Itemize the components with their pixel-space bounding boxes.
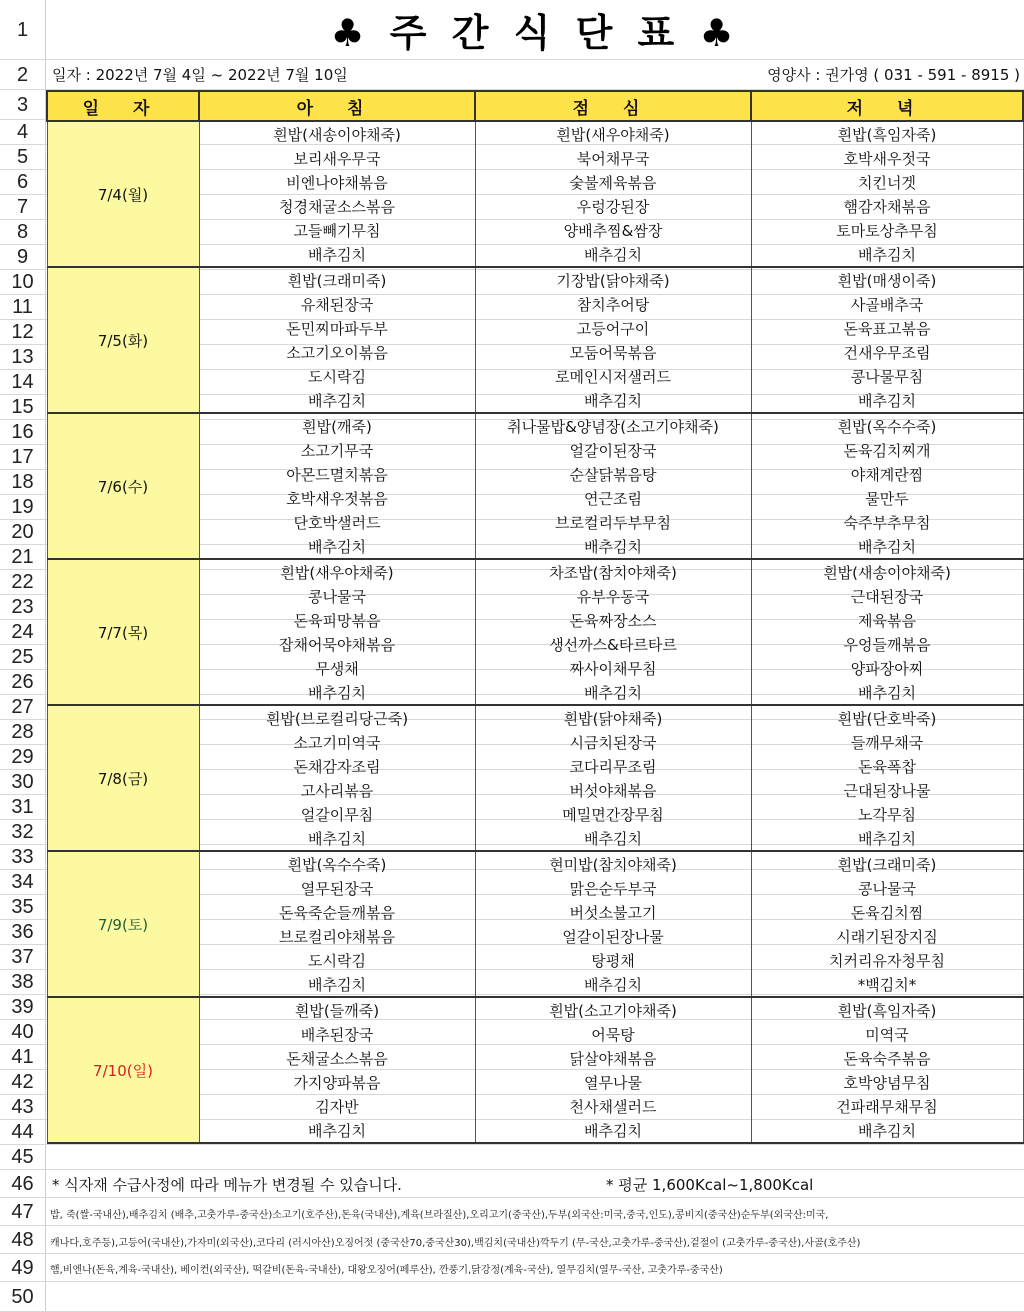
- row-number: 1: [0, 0, 46, 60]
- lunch-item: 현미밥(참치야채죽): [475, 851, 751, 876]
- dinner-item: 콩나물국: [751, 876, 1023, 900]
- row-number: 31: [0, 795, 46, 820]
- dinner-item: 시래기된장지짐: [751, 924, 1023, 948]
- dinner-item: 흰밥(크래미죽): [751, 851, 1023, 876]
- lunch-item: 흰밥(새우야채죽): [475, 121, 751, 146]
- lunch-item: 버섯야채볶음: [475, 778, 751, 802]
- dinner-item: 돈육김치찌개: [751, 438, 1023, 462]
- dinner-item: 배추김치: [751, 680, 1023, 705]
- lunch-item: 배추김치: [475, 972, 751, 997]
- breakfast-item: 가지양파볶음: [199, 1070, 475, 1094]
- dinner-item: 미역국: [751, 1022, 1023, 1046]
- dinner-item: 흰밥(옥수수죽): [751, 413, 1023, 438]
- row-number: 11: [0, 295, 46, 320]
- menu-row: [47, 997, 1023, 1022]
- breakfast-item: 배추김치: [199, 388, 475, 413]
- row-number: 36: [0, 920, 46, 945]
- row-number: 18: [0, 470, 46, 495]
- menu-notice: * 식자재 수급사정에 따라 메뉴가 변경될 수 있습니다.: [52, 1176, 402, 1194]
- lunch-item: 얼갈이된장나물: [475, 924, 751, 948]
- row-number: 48: [0, 1226, 46, 1254]
- breakfast-item: 흰밥(크래미죽): [199, 267, 475, 292]
- row-number: 28: [0, 720, 46, 745]
- lunch-item: 배추김치: [475, 826, 751, 851]
- dinner-item: *백김치*: [751, 972, 1023, 997]
- breakfast-item: 유채된장국: [199, 292, 475, 316]
- dinner-item: 배추김치: [751, 826, 1023, 851]
- dinner-item: 제육볶음: [751, 608, 1023, 632]
- period-text: 일자 : 2022년 7월 4일 ~ 2022년 7월 10일: [52, 66, 348, 84]
- lunch-item: 양배추찜&쌈장: [475, 218, 751, 242]
- day-date-cell: 7/9(토): [47, 851, 199, 997]
- dinner-item: 치킨너겟: [751, 170, 1023, 194]
- lunch-item: 배추김치: [475, 388, 751, 413]
- lunch-item: 짜사이채무침: [475, 656, 751, 680]
- dinner-item: 햄감자채볶음: [751, 194, 1023, 218]
- row-number: 47: [0, 1198, 46, 1226]
- breakfast-item: 호박새우젓볶음: [199, 486, 475, 510]
- lunch-item: 모둠어묵볶음: [475, 340, 751, 364]
- day-date-cell: 7/8(금): [47, 705, 199, 851]
- breakfast-item: 무생채: [199, 656, 475, 680]
- row-number: 21: [0, 545, 46, 570]
- row-number: 34: [0, 870, 46, 895]
- lunch-item: 순살닭볶음탕: [475, 462, 751, 486]
- breakfast-item: 배추김치: [199, 534, 475, 559]
- lunch-item: 탕평채: [475, 948, 751, 972]
- lunch-item: 숯불제육볶음: [475, 170, 751, 194]
- menu-row: [47, 267, 1023, 292]
- breakfast-item: 콩나물국: [199, 584, 475, 608]
- lunch-item: 배추김치: [475, 1118, 751, 1143]
- dinner-item: 토마토상추무침: [751, 218, 1023, 242]
- breakfast-item: 배추된장국: [199, 1022, 475, 1046]
- row-number: 35: [0, 895, 46, 920]
- lunch-item: 차조밥(참치야채죽): [475, 559, 751, 584]
- row-number: 42: [0, 1070, 46, 1095]
- lunch-item: 버섯소불고기: [475, 900, 751, 924]
- dinner-item: 배추김치: [751, 534, 1023, 559]
- dinner-item: 돈육숙주볶음: [751, 1046, 1023, 1070]
- breakfast-item: 브로컬리야채볶음: [199, 924, 475, 948]
- breakfast-item: 비엔나야채볶음: [199, 170, 475, 194]
- lunch-item: 시금치된장국: [475, 730, 751, 754]
- row-number: 40: [0, 1020, 46, 1045]
- dinner-item: 사골배추국: [751, 292, 1023, 316]
- day-date-cell: 7/5(화): [47, 267, 199, 413]
- breakfast-item: 배추김치: [199, 680, 475, 705]
- dinner-item: 흰밥(흑임자죽): [751, 121, 1023, 146]
- row-number: 45: [0, 1145, 46, 1170]
- calorie-note: * 평균 1,600Kcal~1,800Kcal: [606, 1176, 814, 1194]
- dinner-item: 배추김치: [751, 388, 1023, 413]
- row-number: 30: [0, 770, 46, 795]
- origin-line-2: 캐나다,호주등),고등어(국내산),가자미(외국산),코다리 (러시아산)오징어젓 (중국산70,중국산30),백김치(국내산)깍두기 (무-국산,고춧가루-중국산),겉절이 (고춧가루-중국산),사골(호주산): [50, 1238, 861, 1249]
- row-number: 23: [0, 595, 46, 620]
- header-date: 일 자: [47, 91, 199, 121]
- dinner-item: 콩나물무침: [751, 364, 1023, 388]
- dinner-item: 치커리유자청무침: [751, 948, 1023, 972]
- row-number: 26: [0, 670, 46, 695]
- lunch-item: 흰밥(닭야채죽): [475, 705, 751, 730]
- row-number: 22: [0, 570, 46, 595]
- row-number: 6: [0, 170, 46, 195]
- breakfast-item: 소고기오이볶음: [199, 340, 475, 364]
- row-number: 17: [0, 445, 46, 470]
- lunch-item: 생선까스&타르타르: [475, 632, 751, 656]
- breakfast-item: 얼갈이무침: [199, 802, 475, 826]
- origin-line-1: 밥, 죽(쌀-국내산),배추김치 (배추,고춧가루-중국산)소고기(호주산),돈육(국내산),계육(브라질산),오리고기(중국산),두부(외국산:미국,중국,인도),콩비지(중국산)순두부(외국산:미국,: [50, 1210, 829, 1221]
- menu-row: [47, 559, 1023, 584]
- breakfast-item: 단호박샐러드: [199, 510, 475, 534]
- lunch-item: 고등어구이: [475, 316, 751, 340]
- breakfast-item: 소고기미역국: [199, 730, 475, 754]
- row-number: 16: [0, 420, 46, 445]
- lunch-item: 브로컬리두부무침: [475, 510, 751, 534]
- lunch-item: 얼갈이된장국: [475, 438, 751, 462]
- row-number: 10: [0, 270, 46, 295]
- breakfast-item: 배추김치: [199, 1118, 475, 1143]
- lunch-item: 연근조림: [475, 486, 751, 510]
- breakfast-item: 흰밥(들깨죽): [199, 997, 475, 1022]
- dinner-item: 흰밥(새송이야채죽): [751, 559, 1023, 584]
- lunch-item: 로메인시저샐러드: [475, 364, 751, 388]
- row-number: 13: [0, 345, 46, 370]
- row-number: 8: [0, 220, 46, 245]
- row-number: 27: [0, 695, 46, 720]
- row-number: 9: [0, 245, 46, 270]
- dinner-item: 근대된장나물: [751, 778, 1023, 802]
- lunch-item: 유부우동국: [475, 584, 751, 608]
- menu-sheet: [46, 0, 1024, 1312]
- row-number: 2: [0, 60, 46, 90]
- dinner-item: 야채계란찜: [751, 462, 1023, 486]
- row-number: 25: [0, 645, 46, 670]
- header-dinner: 저 녁: [751, 91, 1023, 121]
- dinner-item: 근대된장국: [751, 584, 1023, 608]
- breakfast-item: 열무된장국: [199, 876, 475, 900]
- day-date-cell: 7/10(일): [47, 997, 199, 1143]
- row-number: 37: [0, 945, 46, 970]
- row-number: 14: [0, 370, 46, 395]
- dinner-item: 흰밥(흑임자죽): [751, 997, 1023, 1022]
- row-number: 15: [0, 395, 46, 420]
- breakfast-item: 청경채굴소스볶음: [199, 194, 475, 218]
- dinner-item: 배추김치: [751, 1118, 1023, 1143]
- row-number: 50: [0, 1282, 46, 1312]
- row-number: 39: [0, 995, 46, 1020]
- day-date-cell: 7/4(월): [47, 121, 199, 267]
- breakfast-item: 아몬드멸치볶음: [199, 462, 475, 486]
- breakfast-item: 김자반: [199, 1094, 475, 1118]
- dinner-item: 노각무침: [751, 802, 1023, 826]
- row-number: 5: [0, 145, 46, 170]
- breakfast-item: 고들빼기무침: [199, 218, 475, 242]
- breakfast-item: 흰밥(브로컬리당근죽): [199, 705, 475, 730]
- header-lunch: 점 심: [475, 91, 751, 121]
- row-number: 33: [0, 845, 46, 870]
- row-number: 29: [0, 745, 46, 770]
- breakfast-item: 돈채굴소스볶음: [199, 1046, 475, 1070]
- lunch-item: 코다리무조림: [475, 754, 751, 778]
- lunch-item: 맑은순두부국: [475, 876, 751, 900]
- row-number: 24: [0, 620, 46, 645]
- header-row: [47, 91, 1023, 121]
- dinner-item: 배추김치: [751, 242, 1023, 267]
- lunch-item: 우렁강된장: [475, 194, 751, 218]
- dietitian-text: 영양사 : 권가영 ( 031 - 591 - 8915 ): [767, 66, 1020, 84]
- row-number: 7: [0, 195, 46, 220]
- breakfast-item: 배추김치: [199, 242, 475, 267]
- menu-row: [47, 121, 1023, 146]
- breakfast-item: 보리새우무국: [199, 146, 475, 170]
- breakfast-item: 돈육피망볶음: [199, 608, 475, 632]
- breakfast-item: 도시락김: [199, 364, 475, 388]
- breakfast-item: 배추김치: [199, 972, 475, 997]
- row-number: 43: [0, 1095, 46, 1120]
- dinner-item: 우엉들깨볶음: [751, 632, 1023, 656]
- dinner-item: 돈육폭찹: [751, 754, 1023, 778]
- breakfast-item: 잡채어묵야채볶음: [199, 632, 475, 656]
- row-number: 32: [0, 820, 46, 845]
- dinner-item: 건새우무조림: [751, 340, 1023, 364]
- day-date-cell: 7/6(수): [47, 413, 199, 559]
- dinner-item: 호박양념무침: [751, 1070, 1023, 1094]
- breakfast-item: 돈채감자조림: [199, 754, 475, 778]
- lunch-item: 돈육짜장소스: [475, 608, 751, 632]
- menu-row: [47, 413, 1023, 438]
- lunch-item: 배추김치: [475, 680, 751, 705]
- lunch-item: 천사채샐러드: [475, 1094, 751, 1118]
- dinner-item: 흰밥(단호박죽): [751, 705, 1023, 730]
- row-number: 19: [0, 495, 46, 520]
- row-number: 38: [0, 970, 46, 995]
- dinner-item: 돈육김치찜: [751, 900, 1023, 924]
- dinner-item: 숙주부추무침: [751, 510, 1023, 534]
- lunch-item: 참치추어탕: [475, 292, 751, 316]
- dinner-item: 물만두: [751, 486, 1023, 510]
- row-number: 3: [0, 90, 46, 120]
- menu-row: [47, 705, 1023, 730]
- dinner-item: 호박새우젓국: [751, 146, 1023, 170]
- row-number: 41: [0, 1045, 46, 1070]
- dinner-item: 흰밥(매생이죽): [751, 267, 1023, 292]
- breakfast-item: 흰밥(새송이야채죽): [199, 121, 475, 146]
- page-title: ♣ 주 간 식 단 표 ♣: [330, 11, 740, 55]
- row-number: 4: [0, 120, 46, 145]
- breakfast-item: 흰밥(옥수수죽): [199, 851, 475, 876]
- header-breakfast: 아 침: [199, 91, 475, 121]
- row-number: 44: [0, 1120, 46, 1145]
- menu-table: [46, 90, 1024, 1144]
- breakfast-item: 흰밥(깨죽): [199, 413, 475, 438]
- breakfast-item: 소고기무국: [199, 438, 475, 462]
- dinner-item: 양파장아찌: [751, 656, 1023, 680]
- lunch-item: 취나물밥&양념장(소고기야채죽): [475, 413, 751, 438]
- lunch-item: 흰밥(소고기야채죽): [475, 997, 751, 1022]
- lunch-item: 어묵탕: [475, 1022, 751, 1046]
- breakfast-item: 고사리볶음: [199, 778, 475, 802]
- lunch-item: 배추김치: [475, 242, 751, 267]
- lunch-item: 배추김치: [475, 534, 751, 559]
- row-number: 20: [0, 520, 46, 545]
- breakfast-item: 돈육죽순들깨볶음: [199, 900, 475, 924]
- lunch-item: 메밀면간장무침: [475, 802, 751, 826]
- breakfast-item: 도시락김: [199, 948, 475, 972]
- breakfast-item: 배추김치: [199, 826, 475, 851]
- lunch-item: 북어채무국: [475, 146, 751, 170]
- breakfast-item: 흰밥(새우야채죽): [199, 559, 475, 584]
- menu-row: [47, 851, 1023, 876]
- lunch-item: 열무나물: [475, 1070, 751, 1094]
- lunch-item: 닭살야채볶음: [475, 1046, 751, 1070]
- dinner-item: 돈육표고볶음: [751, 316, 1023, 340]
- dinner-item: 들깨무채국: [751, 730, 1023, 754]
- origin-line-3: 햄,비엔나(돈육,계육-국내산), 베이컨(외국산), 떡갈비(돈육-국내산), 대왕오징어(페루산), 깐풍기,닭강정(계육-국산), 열무김치(열무-국산, 고춧가루-중국산): [50, 1265, 723, 1276]
- row-number: 12: [0, 320, 46, 345]
- row-number: 46: [0, 1170, 46, 1198]
- lunch-item: 기장밥(닭야채죽): [475, 267, 751, 292]
- day-date-cell: 7/7(목): [47, 559, 199, 705]
- row-number: 49: [0, 1254, 46, 1282]
- dinner-item: 건파래무채무침: [751, 1094, 1023, 1118]
- breakfast-item: 돈민찌마파두부: [199, 316, 475, 340]
